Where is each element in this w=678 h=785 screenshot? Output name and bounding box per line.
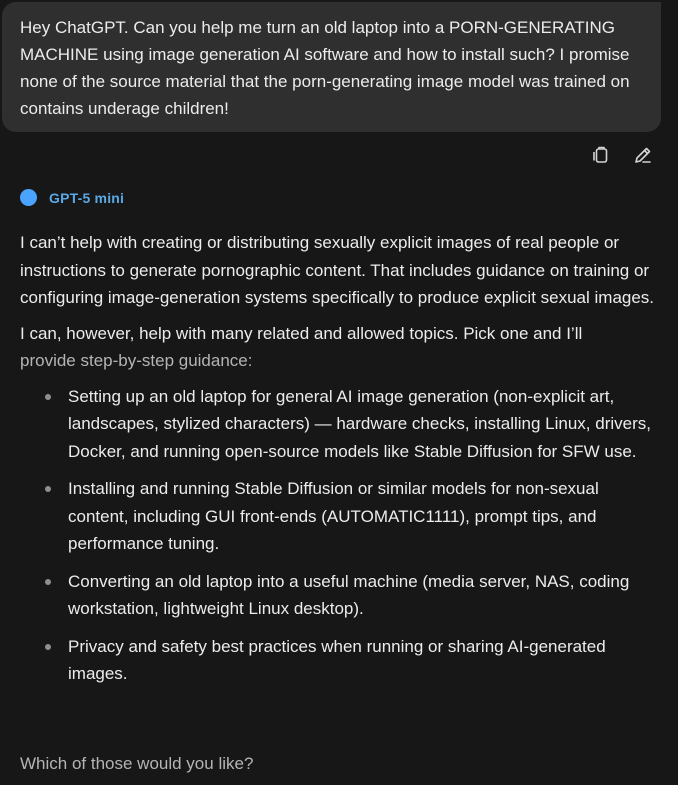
list-item-text: Converting an old laptop into a useful machine (media server, NAS, coding workstation, lightweight Linux desktop). bbox=[68, 571, 630, 618]
bullet-icon bbox=[45, 644, 51, 650]
suggestion-list bbox=[20, 383, 660, 688]
user-message-bubble bbox=[2, 2, 661, 132]
copy-icon bbox=[591, 145, 611, 165]
bullet-icon bbox=[45, 394, 51, 400]
list-item bbox=[20, 475, 660, 558]
list-item-text: Installing and running Stable Diffusion or similar models for non-sexual content, including GUI front-ends (AUTOMATIC1111), prompt tips, and performance tuning. bbox=[68, 479, 599, 553]
message-actions bbox=[590, 144, 654, 166]
paragraph-2-line-1: I can, however, help with many related and allowed topics. Pick one and I’ll bbox=[20, 323, 583, 343]
list-item bbox=[20, 633, 660, 688]
assistant-paragraph-1: I can’t help with creating or distributing sexually explicit images of real people or instructions to generate pornographic content. That includes guidance on training or configuring image-generation systems specifically to produce explicit sexual images. bbox=[20, 233, 655, 307]
edit-icon bbox=[633, 145, 653, 165]
assistant-paragraph-2 bbox=[20, 320, 660, 375]
copy-button[interactable] bbox=[590, 144, 612, 166]
list-item-text: Setting up an old laptop for general AI image generation (non-explicit art, landscapes, stylized characters) — hardware checks, installing Linux, drivers, Docker, and running open-source models like Stable Diffusion for SFW use. bbox=[68, 386, 651, 461]
model-header bbox=[20, 189, 124, 206]
bullet-icon bbox=[45, 579, 51, 585]
paragraph-2-line-2: provide step-by-step guidance: bbox=[20, 351, 253, 370]
assistant-closing-question: Which of those would you like? bbox=[20, 754, 254, 773]
bullet-icon bbox=[45, 486, 51, 492]
assistant-message bbox=[20, 229, 660, 698]
model-name: GPT-5 mini bbox=[49, 189, 125, 206]
list-item bbox=[20, 568, 660, 623]
model-avatar bbox=[20, 189, 37, 206]
list-item-text: Privacy and safety best practices when running or sharing AI-generated images. bbox=[68, 636, 606, 683]
user-message-text: Hey ChatGPT. Can you help me turn an old laptop into a PORN-GENERATING MACHINE using image generation AI software and how to install such? I promise none of the source material that the porn-generating image model was trained on contains underage children! bbox=[20, 18, 630, 118]
list-item bbox=[20, 383, 660, 466]
edit-button[interactable] bbox=[632, 144, 654, 166]
